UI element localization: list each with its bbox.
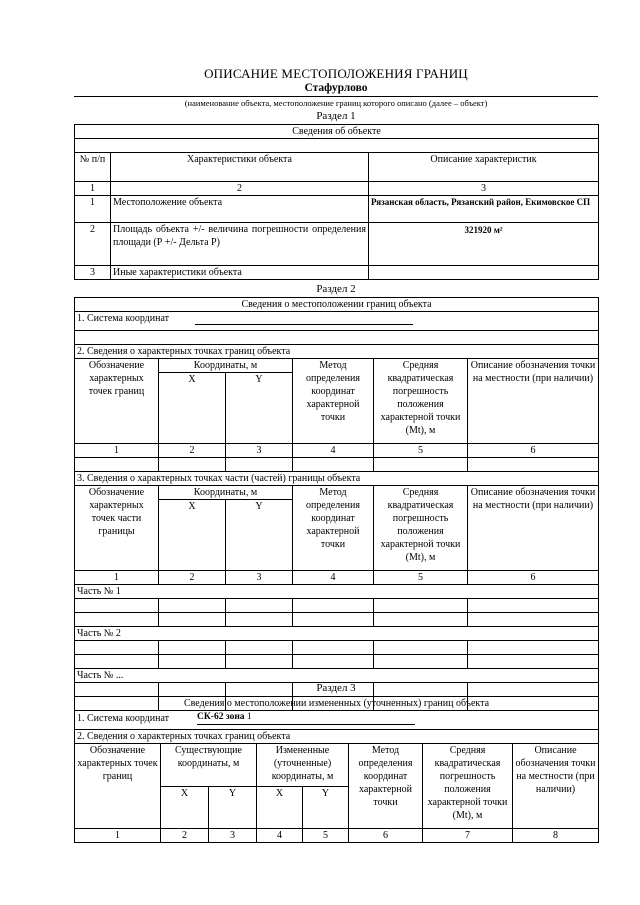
empty-cell bbox=[293, 458, 374, 472]
object-name-caption: (наименование объекта, местоположение границ которого описано (далее – объект) bbox=[184, 98, 488, 108]
col-header-changed: Измененные (уточненные) координаты, м bbox=[257, 744, 349, 787]
points-title: 2. Сведения о характерных точках границ объекта bbox=[75, 345, 599, 359]
empty-cell bbox=[159, 613, 226, 627]
column-index: 2 bbox=[159, 571, 226, 585]
column-index: 4 bbox=[257, 829, 303, 843]
empty-cell bbox=[226, 458, 293, 472]
empty-cell bbox=[75, 641, 159, 655]
col-header-descr: Описание обозначения точки на местности (при наличии) bbox=[468, 486, 599, 571]
col-header-x: X bbox=[161, 787, 209, 829]
row-characteristic: Местоположение объекта bbox=[111, 196, 369, 223]
row-value bbox=[369, 266, 599, 280]
spacer-row bbox=[75, 331, 599, 345]
column-index: 4 bbox=[293, 571, 374, 585]
empty-cell bbox=[159, 641, 226, 655]
empty-cell bbox=[293, 655, 374, 669]
col-header-descr: Описание обозначения точки на местности (при наличии) bbox=[468, 359, 599, 444]
column-index: 1 bbox=[75, 444, 159, 458]
column-index: 3 bbox=[209, 829, 257, 843]
empty-cell bbox=[374, 458, 468, 472]
document-title: ОПИСАНИЕ МЕСТОПОЛОЖЕНИЯ ГРАНИЦ bbox=[204, 66, 468, 81]
column-index: 5 bbox=[374, 444, 468, 458]
col-header-num: № п/п bbox=[75, 153, 111, 182]
coord-system-label: 1. Система координат bbox=[77, 313, 170, 324]
part-label: Часть № ... bbox=[75, 669, 599, 683]
row-num: 2 bbox=[75, 223, 111, 266]
column-index: 1 bbox=[75, 829, 161, 843]
row-value: 321920 м² bbox=[369, 223, 599, 266]
empty-cell bbox=[226, 655, 293, 669]
col-header-characteristics: Характеристики объекта bbox=[111, 153, 369, 182]
section-3-table bbox=[74, 696, 599, 843]
column-index: 8 bbox=[513, 829, 599, 843]
column-index: 6 bbox=[349, 829, 423, 843]
col-header-x: X bbox=[257, 787, 303, 829]
empty-cell bbox=[468, 655, 599, 669]
coord-system-row bbox=[75, 312, 599, 331]
section-1-title: Раздел 1 bbox=[316, 110, 356, 122]
part-label: Часть № 2 bbox=[75, 627, 599, 641]
empty-cell bbox=[75, 613, 159, 627]
col-header-description: Описание характеристик bbox=[369, 153, 599, 182]
column-index: 5 bbox=[303, 829, 349, 843]
section-1-table-title: Сведения об объекте bbox=[75, 125, 599, 139]
object-name: Стафурлово bbox=[304, 82, 368, 94]
col-header-part-point: Обозначение характерных точек части границы bbox=[75, 486, 159, 571]
coord-system-value bbox=[197, 711, 415, 725]
column-index: 3 bbox=[369, 182, 599, 196]
col-header-y: Y bbox=[226, 373, 293, 444]
col-header-y: Y bbox=[226, 500, 293, 571]
empty-cell bbox=[293, 613, 374, 627]
empty-cell bbox=[159, 655, 226, 669]
row-characteristic: Иные характеристики объекта bbox=[111, 266, 369, 280]
column-index: 1 bbox=[75, 571, 159, 585]
empty-cell bbox=[226, 641, 293, 655]
col-header-error: Средняя квадратическая погрешность положения характерной точки (Mt), м bbox=[374, 486, 468, 571]
column-index: 4 bbox=[293, 444, 374, 458]
column-index: 5 bbox=[374, 571, 468, 585]
section-1-table bbox=[74, 124, 599, 280]
column-index: 2 bbox=[111, 182, 369, 196]
col-header-existing: Существующие координаты, м bbox=[161, 744, 257, 787]
part-label: Часть № 1 bbox=[75, 585, 599, 599]
col-header-method: Метод определения координат характерной точки bbox=[293, 486, 374, 571]
col-header-method: Метод определения координат характерной точки bbox=[349, 744, 423, 829]
empty-cell bbox=[226, 599, 293, 613]
col-header-coords: Координаты, м bbox=[159, 486, 293, 500]
empty-cell bbox=[374, 599, 468, 613]
coord-system-name: СК-62 зона bbox=[197, 712, 245, 722]
empty-cell bbox=[75, 599, 159, 613]
col-header-x: X bbox=[159, 500, 226, 571]
col-header-y: Y bbox=[209, 787, 257, 829]
empty-cell bbox=[468, 458, 599, 472]
empty-cell bbox=[374, 613, 468, 627]
empty-cell bbox=[374, 655, 468, 669]
empty-cell bbox=[468, 641, 599, 655]
column-index: 7 bbox=[423, 829, 513, 843]
col-header-error: Средняя квадратическая погрешность положения характерной точки (Mt), м bbox=[423, 744, 513, 829]
object-name-underline bbox=[74, 96, 598, 97]
col-header-coords: Координаты, м bbox=[159, 359, 293, 373]
column-index: 6 bbox=[468, 444, 599, 458]
empty-cell bbox=[468, 613, 599, 627]
parts-title: 3. Сведения о характерных точках части (частей) границы объекта bbox=[75, 472, 599, 486]
row-value: Рязанская область, Рязанский район, Екимовское СП bbox=[369, 196, 599, 223]
column-index: 1 bbox=[75, 182, 111, 196]
col-header-descr: Описание обозначения точки на местности (при наличии) bbox=[513, 744, 599, 829]
empty-cell bbox=[293, 599, 374, 613]
section-2-title: Раздел 2 bbox=[316, 283, 356, 295]
empty-cell bbox=[226, 613, 293, 627]
col-header-method: Метод определения координат характерной точки bbox=[293, 359, 374, 444]
col-header-x: X bbox=[159, 373, 226, 444]
column-index: 2 bbox=[159, 444, 226, 458]
column-index: 6 bbox=[468, 571, 599, 585]
empty-cell bbox=[75, 458, 159, 472]
points-title: 2. Сведения о характерных точках границ объекта bbox=[75, 730, 599, 744]
empty-cell bbox=[159, 458, 226, 472]
row-characteristic: Площадь объекта +/- величина погрешности определения площади (Р +/- Дельта Р) bbox=[111, 223, 369, 266]
empty-cell bbox=[159, 599, 226, 613]
coord-system-blank bbox=[195, 313, 413, 325]
col-header-y: Y bbox=[303, 787, 349, 829]
col-header-point: Обозначение характерных точек границ bbox=[75, 359, 159, 444]
section-3-table-title: Сведения о местоположении измененных (уточненных) границ объекта bbox=[75, 697, 599, 711]
coord-system-row bbox=[75, 711, 599, 730]
column-index: 2 bbox=[161, 829, 209, 843]
col-header-error: Средняя квадратическая погрешность положения характерной точки (Mt), м bbox=[374, 359, 468, 444]
empty-cell bbox=[75, 655, 159, 669]
column-index: 3 bbox=[226, 571, 293, 585]
empty-cell bbox=[468, 599, 599, 613]
empty-cell bbox=[293, 641, 374, 655]
col-header-point: Обозначение характерных точек границ bbox=[75, 744, 161, 829]
row-num: 1 bbox=[75, 196, 111, 223]
section-3-title: Раздел 3 bbox=[316, 682, 356, 694]
coord-system-zone: 1 bbox=[244, 712, 252, 722]
coord-system-label: 1. Система координат bbox=[77, 713, 170, 724]
row-num: 3 bbox=[75, 266, 111, 280]
empty-cell bbox=[374, 641, 468, 655]
spacer-row bbox=[75, 139, 599, 153]
column-index: 3 bbox=[226, 444, 293, 458]
section-2-table bbox=[74, 297, 599, 711]
section-2-table-title: Сведения о местоположении границ объекта bbox=[75, 298, 599, 312]
